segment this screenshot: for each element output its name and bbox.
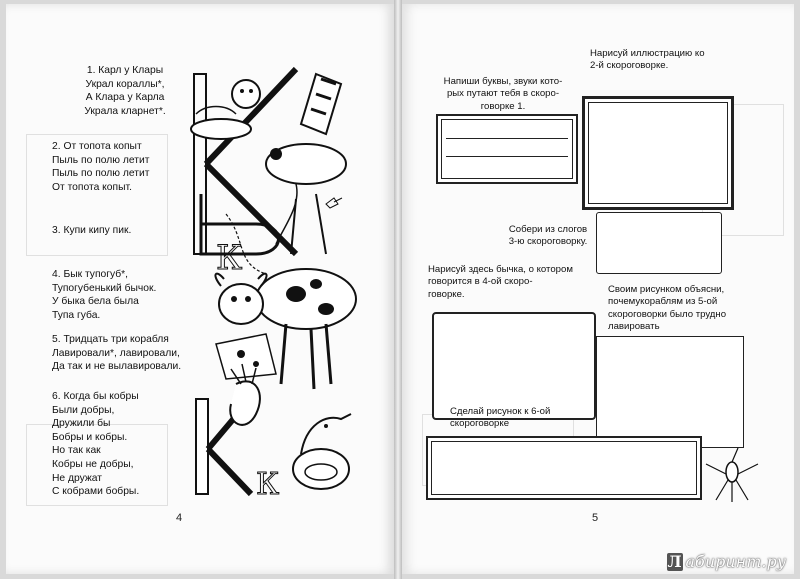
- task-4-text: [428, 264, 573, 301]
- task-line: скороговорки было трудно: [608, 308, 727, 320]
- poem-line: Пыль по полю летит: [52, 168, 150, 180]
- letter-k-bottom-illustration: [196, 364, 351, 502]
- poem-line: Лавировали*, лавировали,: [52, 347, 180, 359]
- task-1-text: [428, 76, 578, 113]
- poem-line: От топота копыт.: [52, 181, 132, 193]
- poem-line: 4. Бык тупогуб*,: [52, 269, 129, 280]
- task-3-text: [488, 224, 608, 249]
- poem-line: Тупогубенький бычок.: [52, 282, 157, 294]
- poem-line: Бобры и кобры.: [52, 431, 128, 443]
- task-line: Нарисуй иллюстрацию ко: [590, 48, 705, 59]
- poem-line: 5. Тридцать три корабля: [52, 334, 169, 345]
- right-page: [402, 4, 794, 574]
- task-2-drawing-frame[interactable]: [582, 96, 734, 210]
- watermark-text: абиринт.ру: [685, 552, 786, 571]
- task-5-text: [608, 284, 726, 334]
- task-3-scroll-box[interactable]: [596, 212, 722, 274]
- poem-line: С кобрами бобры.: [52, 486, 140, 498]
- poem-line: Не дружат: [52, 472, 103, 484]
- task-line: 2-й скороговорке.: [590, 60, 669, 72]
- task-line: Напиши буквы, звуки кото-: [443, 76, 563, 87]
- alphabet-illustration: [176, 54, 376, 504]
- task-1-answer-box[interactable]: [436, 114, 578, 184]
- task-6-drawing-frame[interactable]: [426, 436, 702, 500]
- poem-line: У быка бела была: [52, 296, 139, 308]
- book-gutter: [394, 0, 402, 579]
- task-4-drawing-frame[interactable]: [432, 312, 596, 420]
- page-number: 4: [176, 512, 183, 524]
- poem-line: 2. От топота копыт: [52, 141, 142, 152]
- letter-glyph: К: [256, 467, 280, 502]
- task-6-text: [450, 406, 550, 431]
- bull-illustration: [215, 269, 356, 389]
- poem-line: 6. Когда бы кобры: [52, 391, 139, 402]
- poem-line: Дружили бы: [52, 418, 111, 430]
- poem-line: Да так и не вылавировали.: [52, 361, 182, 373]
- left-page: [6, 4, 394, 574]
- poem-line: 3. Купи кипу пик.: [52, 225, 132, 236]
- task-line: рых путают тебя в скоро-: [446, 88, 560, 100]
- poem-line: А Клара у Карла: [85, 92, 165, 104]
- task-line: говорке 1.: [480, 100, 526, 112]
- task-line: лавировать: [608, 321, 660, 333]
- watermark-badge: Л: [667, 552, 682, 571]
- poem-line: 1. Карл у Клары: [86, 65, 164, 76]
- task-line: 3-ю скороговорку.: [508, 236, 588, 248]
- letter-glyph: К: [216, 238, 243, 278]
- task-2-text: [590, 48, 705, 73]
- mosquito-icon: [702, 444, 762, 504]
- poem-line: Украла кларнет*.: [84, 105, 166, 117]
- task-line: Своим рисунком объясни,: [608, 284, 725, 295]
- poem-line: Тупа губа.: [52, 309, 101, 321]
- task-line: Нарисуй здесь бычка, о котором: [428, 264, 573, 275]
- poem-line: Украл кораллы*,: [85, 78, 165, 90]
- poem-line: Кобры не добры,: [52, 458, 134, 470]
- page-number: 5: [592, 512, 599, 524]
- poem-line: Были добры,: [52, 404, 115, 416]
- task-line: скороговорке: [450, 418, 510, 430]
- poem-line: Но так как: [52, 445, 101, 457]
- task-line: Сделай рисунок к 6-ой: [450, 406, 551, 417]
- poem-line: Пыль по полю летит: [52, 154, 150, 166]
- task-line: почемукораблям из 5-ой: [608, 296, 718, 308]
- watermark: [667, 552, 786, 571]
- task-line: Собери из слогов: [508, 224, 588, 235]
- letter-b-illustration: [201, 144, 346, 274]
- task-line: говорится в 4-ой скоро-: [428, 276, 533, 288]
- task-5-drawing-frame[interactable]: [596, 336, 744, 448]
- task-line: говорке.: [428, 288, 465, 300]
